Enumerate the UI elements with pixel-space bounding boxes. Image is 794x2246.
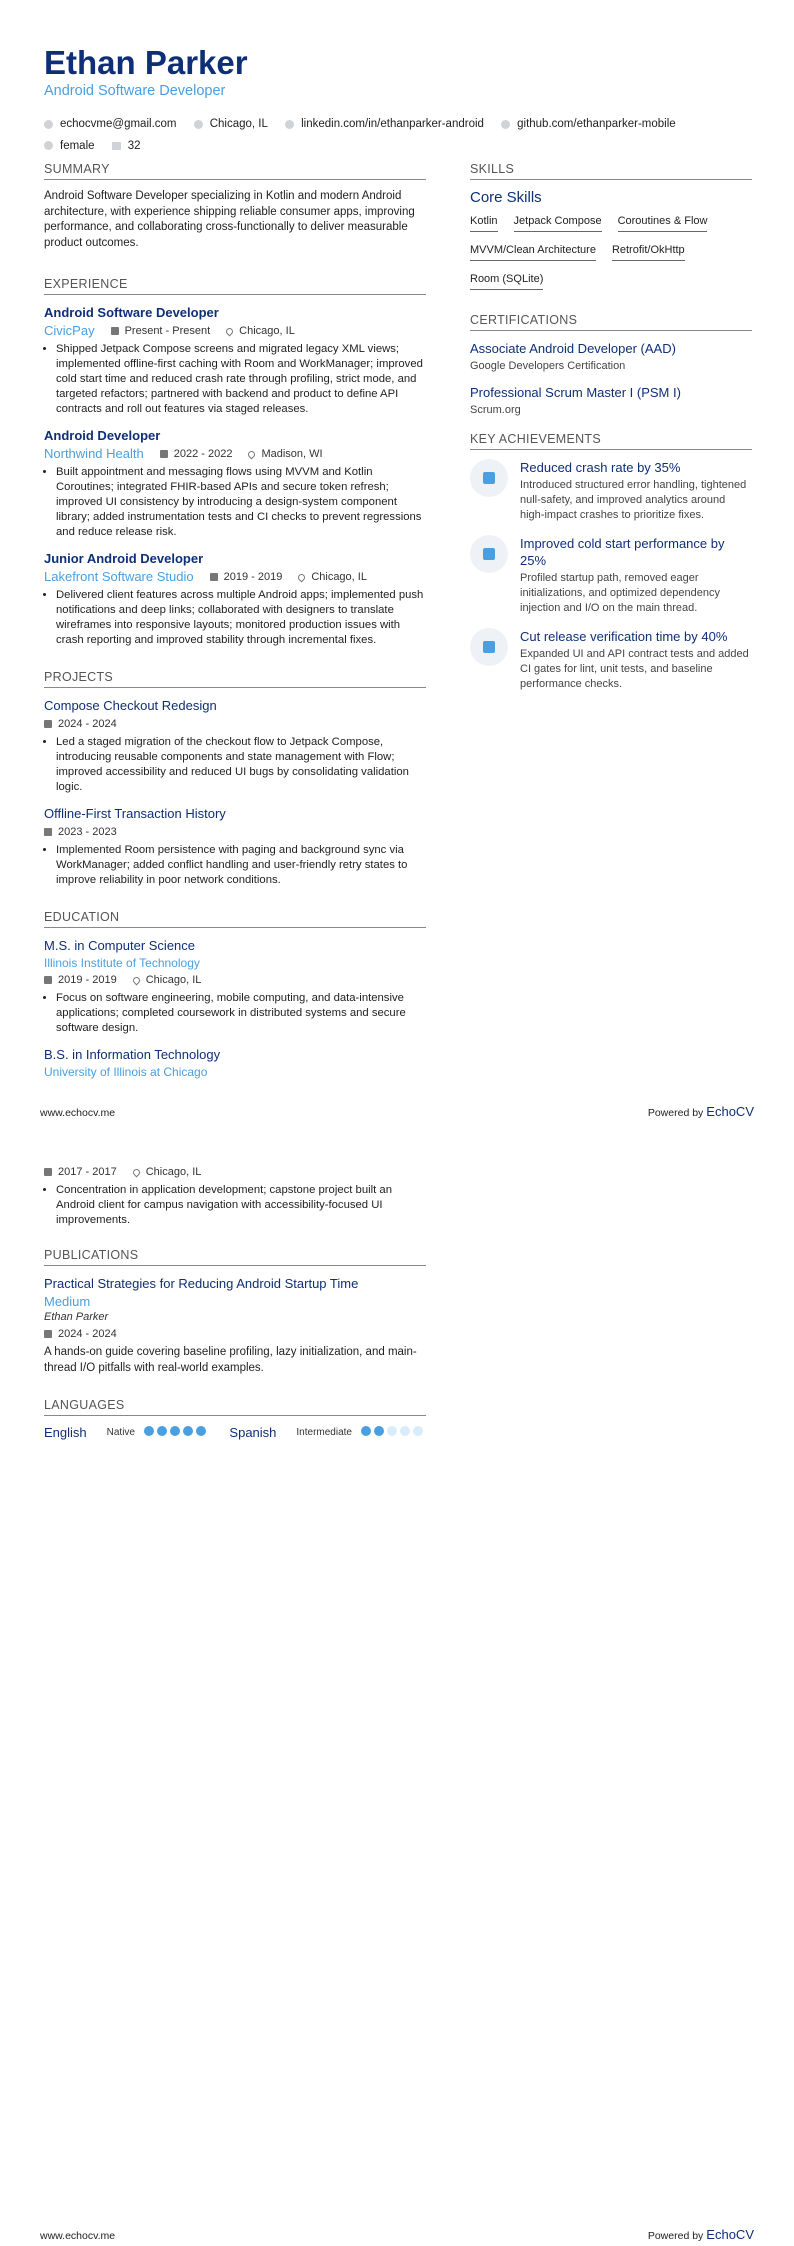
right-column <box>470 162 752 704</box>
footer-brand[interactable]: EchoCV <box>706 1104 754 1119</box>
person-icon <box>44 141 53 150</box>
education-bullet: • Concentration in application development; capstone project built an Android client for campus navigation with accessibility-focused UI improvements. <box>56 1183 426 1228</box>
language-level: Native <box>106 1427 135 1438</box>
language-level: Intermediate <box>296 1427 352 1438</box>
location-icon <box>247 449 257 459</box>
rating-dot <box>144 1426 154 1436</box>
job-entry <box>44 427 426 540</box>
project-bullet: • Led a staged migration of the checkout flow to Jetpack Compose, introducing reusable components and state management with Flow; improved accessibility and reduced UI bugs by consolidating validation logic. <box>56 735 426 795</box>
experience-heading: EXPERIENCE <box>44 277 426 295</box>
cube-icon <box>470 535 508 573</box>
rating-dot <box>374 1426 384 1436</box>
calendar-icon <box>112 142 121 150</box>
language-name: Spanish <box>229 1425 277 1440</box>
achievement-desc: Introduced structured error handling, tightened null-safety, and improved analytics around high-impact crashes to prioritize fixes. <box>520 479 747 521</box>
footer-brand[interactable]: EchoCV <box>706 2227 754 2242</box>
summary-heading: SUMMARY <box>44 162 426 180</box>
resume-page-2 <box>0 1123 794 2246</box>
skill-tag: MVVM/Clean Architecture <box>470 241 596 261</box>
job-location: Madison, WI <box>261 448 323 460</box>
left-column <box>44 162 426 1090</box>
job-company: CivicPay <box>44 323 95 338</box>
publication-author: Ethan Parker <box>44 1311 109 1323</box>
location-icon <box>131 975 141 985</box>
achievement-title: Reduced crash rate by 35% <box>520 460 681 475</box>
contact-gender: female <box>44 136 95 156</box>
education-dates: 2019 - 2019 <box>58 974 117 986</box>
language-item <box>229 1425 426 1440</box>
candidate-title: Android Software Developer <box>44 83 226 99</box>
certification-title: Professional Scrum Master I (PSM I) <box>470 385 681 400</box>
project-dates: 2023 - 2023 <box>58 826 117 838</box>
education-bullet: • Focus on software engineering, mobile computing, and data-intensive applications; completed coursework in distributed systems and secure software design. <box>56 991 426 1036</box>
publication-entry <box>44 1275 426 1376</box>
calendar-icon <box>44 976 52 984</box>
languages-heading: LANGUAGES <box>44 1398 426 1416</box>
footer-site-link[interactable]: www.echocv.me <box>40 1107 116 1119</box>
achievement-item <box>470 535 752 616</box>
certification-issuer: Google Developers Certification <box>470 360 626 372</box>
resume-header <box>44 44 754 157</box>
publication-desc: A hands-on guide covering baseline profiling, lazy initialization, and main-thread I/O pitfalls with real-world examples. <box>44 1346 417 1374</box>
job-location: Chicago, IL <box>239 325 295 337</box>
chart-icon <box>470 459 508 497</box>
contact-github[interactable]: github.com/ethanparker-mobile <box>501 114 676 134</box>
publication-title: Practical Strategies for Reducing Android Startup Time <box>44 1276 359 1291</box>
rating-dot <box>170 1426 180 1436</box>
job-dates: 2022 - 2022 <box>173 448 233 460</box>
achievement-item <box>470 459 752 523</box>
project-bullet: • Implemented Room persistence with paging and background sync via WorkManager; added conflict handling and user-friendly retry states to improve reliability in poor network conditions. <box>56 843 426 888</box>
skill-tag: Jetpack Compose <box>514 212 602 232</box>
job-entry <box>44 550 426 648</box>
location-icon <box>225 326 235 336</box>
link-icon <box>285 120 294 129</box>
page-footer <box>40 1104 754 1119</box>
language-item <box>44 1425 209 1440</box>
contact-location: Chicago, IL <box>194 114 268 134</box>
contact-list <box>44 114 754 157</box>
education-entry <box>44 1046 426 1080</box>
calendar-icon <box>111 327 119 335</box>
contact-linkedin[interactable]: linkedin.com/in/ethanparker-android <box>285 114 484 134</box>
job-title: Android Software Developer <box>44 305 219 320</box>
location-icon <box>194 120 203 129</box>
achievements-heading: KEY ACHIEVEMENTS <box>470 432 752 450</box>
page-footer <box>40 2227 754 2242</box>
job-company: Northwind Health <box>44 446 144 461</box>
skills-group-title: Core Skills <box>470 189 542 206</box>
job-dates: 2019 - 2019 <box>223 571 283 583</box>
certification-issuer: Scrum.org <box>470 404 521 416</box>
at-icon <box>44 120 53 129</box>
location-icon <box>297 572 307 582</box>
job-location: Chicago, IL <box>311 571 367 583</box>
language-name: English <box>44 1425 87 1440</box>
rating-dot <box>157 1426 167 1436</box>
project-title: Offline-First Transaction History <box>44 806 226 821</box>
job-bullet: • Shipped Jetpack Compose screens and migrated legacy XML views; implemented offline-first caching with Room and WorkManager; improved cold start time and reduced crash rate through profiling, strict mode, and targeted refactors; partnered with backend and product to define API contracts and roll out features via staged releases. <box>56 342 426 417</box>
education-entry-continued <box>44 1163 426 1228</box>
calendar-icon <box>44 1330 52 1338</box>
calendar-icon <box>160 450 168 458</box>
job-bullet: • Built appointment and messaging flows using MVVM and Kotlin Coroutines; integrated FHIR-based APIs and secure token refresh; improved UI consistency by introducing a design-system component library; added instrumentation tests and CI checks to prevent regressions and reduce release risk. <box>56 465 426 540</box>
language-rating <box>361 1426 426 1439</box>
inbox-icon <box>470 628 508 666</box>
location-icon <box>131 1167 141 1177</box>
project-title: Compose Checkout Redesign <box>44 698 217 713</box>
summary-text: Android Software Developer specializing in Kotlin and modern Android architecture, with experience shipping reliable consumer apps, improving performance, and collaborating cross-functionally to deliver measurable product outcomes. <box>44 190 415 249</box>
education-degree: M.S. in Computer Science <box>44 938 196 953</box>
rating-dot <box>196 1426 206 1436</box>
languages-list <box>44 1425 426 1440</box>
projects-heading: PROJECTS <box>44 670 426 688</box>
achievement-title: Cut release verification time by 40% <box>520 629 728 644</box>
calendar-icon <box>44 828 52 836</box>
rating-dot <box>183 1426 193 1436</box>
job-dates: Present - Present <box>124 325 211 337</box>
skills-list <box>470 212 752 299</box>
certifications-heading: CERTIFICATIONS <box>470 313 752 331</box>
project-entry <box>44 697 426 795</box>
achievement-title: Improved cold start performance by 25% <box>520 536 725 568</box>
calendar-icon <box>44 1168 52 1176</box>
skill-tag: Room (SQLite) <box>470 270 543 290</box>
publications-heading: PUBLICATIONS <box>44 1248 426 1266</box>
footer-powered: Powered by <box>647 1107 704 1119</box>
rating-dot <box>361 1426 371 1436</box>
contact-age: 32 <box>112 136 141 156</box>
contact-email[interactable]: echocvme@gmail.com <box>44 114 177 134</box>
skill-tag: Kotlin <box>470 212 498 232</box>
project-dates: 2024 - 2024 <box>58 718 117 730</box>
job-bullet: • Delivered client features across multiple Android apps; implemented push notifications and deep links; collaborated with designers to translate wireframes into responsive layouts; monitored production issues with crash reporting and improved stability through incremental fixes. <box>56 588 426 648</box>
education-location: Chicago, IL <box>145 974 202 986</box>
certification-title: Associate Android Developer (AAD) <box>470 341 676 356</box>
calendar-icon <box>210 573 218 581</box>
skill-tag: Coroutines & Flow <box>618 212 708 232</box>
footer-powered: Powered by <box>647 2230 704 2242</box>
footer-site-link[interactable]: www.echocv.me <box>40 2230 116 2242</box>
rating-dot <box>387 1426 397 1436</box>
code-icon <box>501 120 510 129</box>
job-entry <box>44 304 426 417</box>
skills-heading: SKILLS <box>470 162 752 180</box>
candidate-name: Ethan Parker <box>44 44 248 81</box>
achievement-desc: Profiled startup path, removed eager initializations, and optimized dependency injection and I/O on the main thread. <box>520 572 720 614</box>
left-column-continued <box>44 1163 426 1440</box>
job-title: Android Developer <box>44 428 161 443</box>
rating-dot <box>413 1426 423 1436</box>
achievement-desc: Expanded UI and API contract tests and added CI gates for lint, unit tests, and baseline performance checks. <box>520 648 749 690</box>
project-entry <box>44 805 426 888</box>
education-degree: B.S. in Information Technology <box>44 1047 221 1062</box>
rating-dot <box>400 1426 410 1436</box>
education-school: University of Illinois at Chicago <box>44 1065 208 1079</box>
education-dates: 2017 - 2017 <box>58 1166 117 1178</box>
education-location: Chicago, IL <box>145 1166 202 1178</box>
publication-publisher: Medium <box>44 1294 91 1309</box>
education-heading: EDUCATION <box>44 910 426 928</box>
education-school: Illinois Institute of Technology <box>44 956 200 970</box>
publication-dates: 2024 - 2024 <box>58 1328 117 1340</box>
achievement-item <box>470 628 752 692</box>
job-company: Lakefront Software Studio <box>44 569 194 584</box>
language-rating <box>144 1426 209 1439</box>
job-title: Junior Android Developer <box>44 551 204 566</box>
calendar-icon <box>44 720 52 728</box>
skill-tag: Retrofit/OkHttp <box>612 241 685 261</box>
education-entry <box>44 937 426 1036</box>
